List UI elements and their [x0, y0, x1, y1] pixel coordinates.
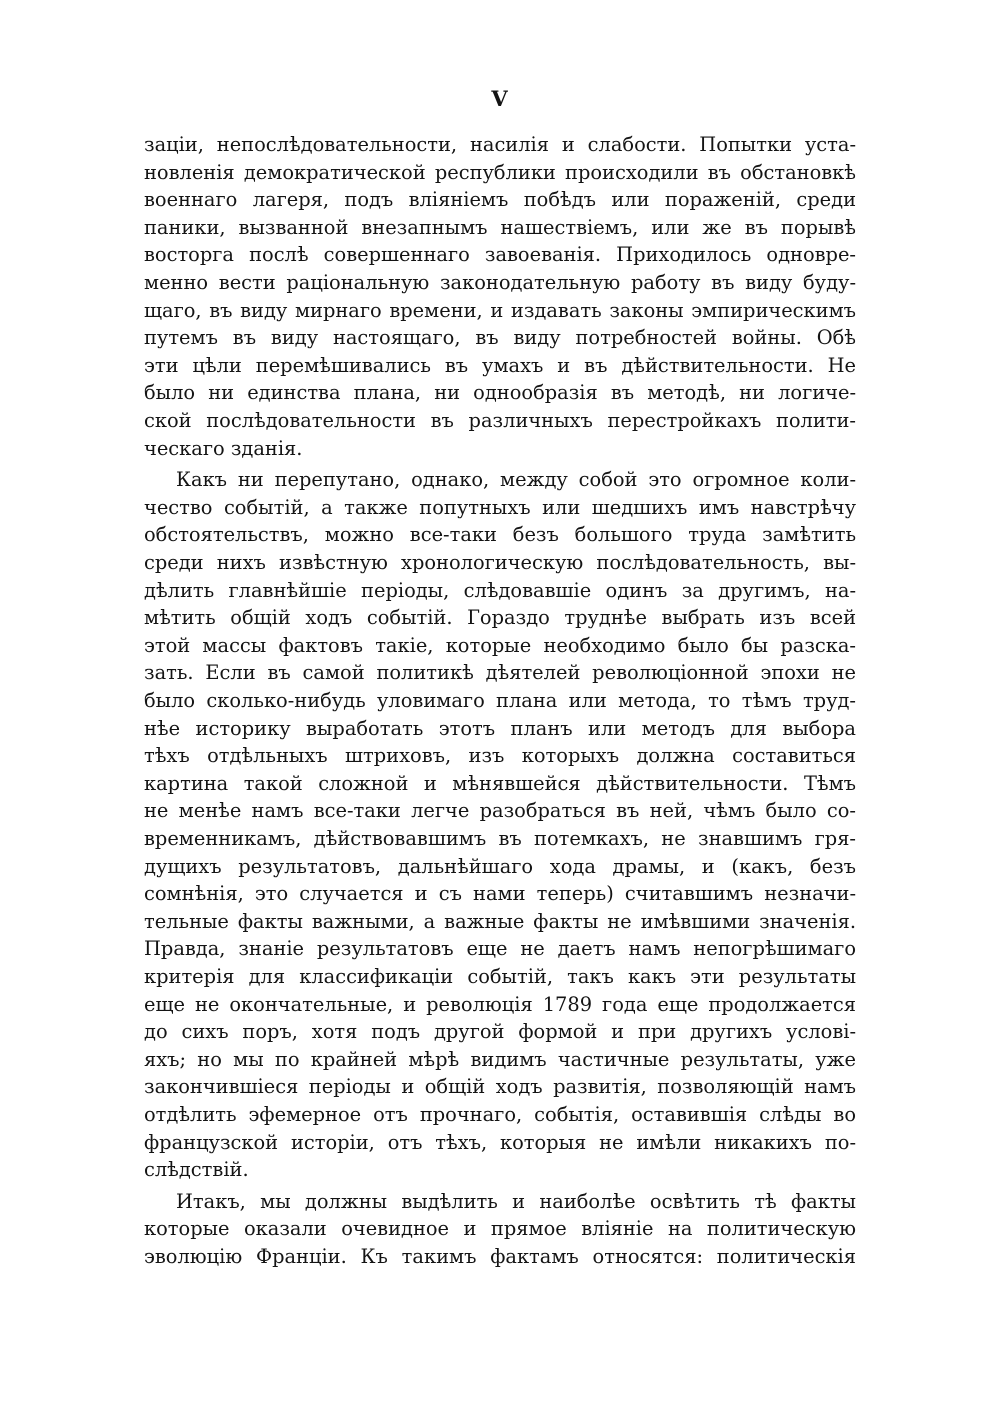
- text-line: сомнѣнія, это случается и съ нами теперь) считавшимъ незначи-: [144, 882, 856, 906]
- text-line: ческаго зданія.: [144, 436, 303, 460]
- text-line: временникамъ, дѣйствовавшимъ въ потемкахъ, не знавшимъ гря-: [144, 827, 856, 850]
- text-line: дѣлить главнѣйшіе періоды, слѣдовавшіе одинъ за другимъ, на-: [144, 578, 856, 602]
- text-line: яхъ; но мы по крайней мѣрѣ видимъ частичные результаты, уже: [144, 1047, 856, 1071]
- text-line: Какъ ни перепутано, однако, между собой это огромное коли-: [176, 468, 856, 492]
- text-line: французской исторіи, отъ тѣхъ, которыя не имѣли никакихъ по-: [144, 1130, 856, 1154]
- text-line: отдѣлить эфемерное отъ прочнаго, событія, оставившія слѣды во: [144, 1103, 856, 1126]
- text-line: обстоятельствъ, можно все-таки безъ большого труда замѣтить: [144, 523, 856, 547]
- text-line: этой массы фактовъ такіе, которые необходимо было бы разска-: [144, 633, 856, 657]
- text-line: не менѣе намъ все-таки легче разобраться въ ней, чѣмъ было со-: [144, 799, 856, 823]
- text-line: тѣхъ отдѣльныхъ штриховъ, изъ которыхъ должна составиться: [144, 744, 856, 768]
- text-line: тельные факты важными, а важные факты не имѣвшими значенія.: [144, 909, 856, 933]
- text-line: было сколько-нибудь уловимаго плана или метода, то тѣмъ труд-: [144, 689, 856, 712]
- text-line: эти цѣли перемѣшивались въ умахъ и въ дѣйствительности. Не: [144, 353, 856, 377]
- text-line: Правда, знаніе результатовъ еще не даетъ намъ непогрѣшимаго: [144, 937, 856, 961]
- text-line: восторга послѣ совершеннаго завоеванія. Приходилось одновре-: [144, 243, 856, 267]
- text-line: паники, вызванной внезапнымъ нашествіемъ, или же въ порывѣ: [144, 215, 856, 239]
- text-line: до сихъ поръ, хотя подъ другой формой и при другихъ услові-: [144, 1020, 856, 1044]
- text-line: щаго, въ виду мирнаго времени, и издавать законы эмпирическимъ: [144, 298, 856, 322]
- text-line: мѣтить общій ходъ событій. Гораздо труднѣе выбрать изъ всей: [144, 606, 856, 630]
- text-line: картина такой сложной и мѣнявшейся дѣйствительности. Тѣмъ: [144, 771, 856, 795]
- text-line: менно вести раціональную законодательную работу въ виду буду-: [144, 271, 856, 294]
- text-line: слѣдствій.: [144, 1158, 249, 1182]
- text-line: было ни единства плана, ни однообразія въ методѣ, ни логиче-: [144, 381, 856, 405]
- text-line: закончившіеся періоды и общій ходъ развитія, позволяющій намъ: [144, 1075, 856, 1099]
- text-line: военнаго лагеря, подъ вліяніемъ побѣдъ или пораженій, среди: [144, 188, 856, 212]
- text-line: которые оказали очевидное и прямое вліяніе на политическую: [144, 1217, 856, 1241]
- text-line: заціи, непослѣдовательности, насилія и слабости. Попытки уста-: [144, 133, 856, 156]
- text-line: среди нихъ извѣстную хронологическую послѣдовательность, вы-: [144, 551, 856, 574]
- text-line: критерія для классификаціи событій, такъ какъ эти результаты: [144, 965, 856, 988]
- text-line: путемъ въ виду настоящаго, въ виду потребностей войны. Обѣ: [144, 326, 856, 350]
- text-line: еще не окончательные, и революція 1789 года еще продолжается: [144, 992, 856, 1016]
- text-line: дущихъ результатовъ, дальнѣйшаго хода драмы, и (какъ, безъ: [144, 854, 856, 878]
- text-line: эволюцію Франціи. Къ такимъ фактамъ относятся: политическія: [144, 1245, 856, 1268]
- text-line: чество событій, а также попутныхъ или шедшихъ имъ навстрѣчу: [144, 495, 856, 519]
- text-line: новленія демократической республики происходили въ обстановкѣ: [144, 160, 856, 184]
- text-line: Итакъ, мы должны выдѣлить и наиболѣе освѣтить тѣ факты: [176, 1189, 856, 1213]
- page-number: V: [491, 86, 509, 111]
- text-line: нѣе историку выработать этотъ планъ или методъ для выбора: [144, 716, 856, 740]
- text-line: ской послѣдовательности въ различныхъ перестройкахъ полити-: [144, 409, 856, 432]
- text-line: зать. Если въ самой политикѣ дѣятелей революціонной эпохи не: [144, 661, 856, 685]
